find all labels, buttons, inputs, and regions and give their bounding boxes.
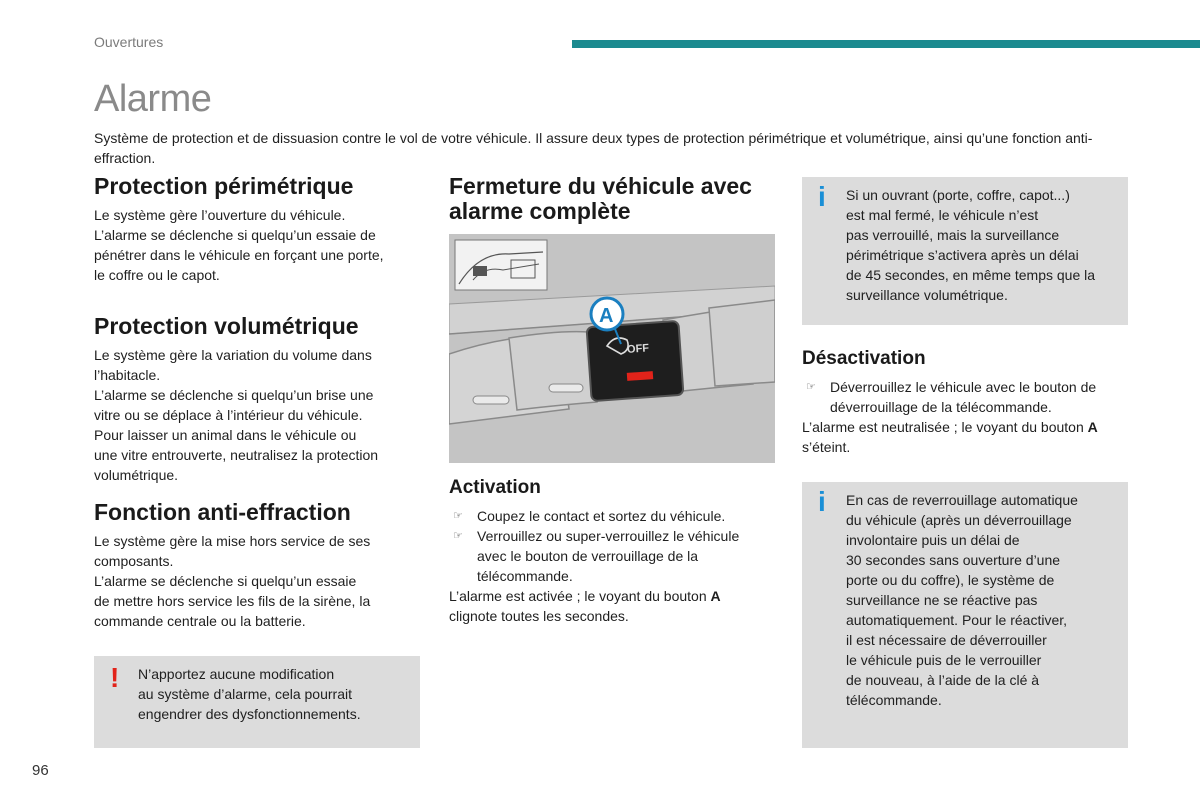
text-line: est mal fermé, le véhicule n’est <box>846 207 1039 223</box>
hand-pointer-icon: ☞ <box>453 530 463 542</box>
section-label: Ouvertures <box>94 34 164 50</box>
result-button-ref: A <box>1087 419 1098 435</box>
bullet-text: Déverrouillez le véhicule avec le bouton de <box>830 379 1097 395</box>
warning-box <box>94 656 420 748</box>
info-icon: i <box>818 181 826 212</box>
text-line: N’apportez aucune modification <box>138 666 335 682</box>
text-line: surveillance volumétrique. <box>846 287 1008 303</box>
dashboard-illustration <box>449 234 775 463</box>
warning-icon: ! <box>110 662 120 693</box>
callout-a-label: A <box>599 305 614 327</box>
bullet-text: Verrouillez ou super-verrouillez le véhicule <box>477 528 740 544</box>
heading-antieffraction: Fonction anti-effraction <box>94 499 351 525</box>
text-line: L’alarme se déclenche si quelqu’un essaie de <box>94 227 376 243</box>
result-text: L’alarme est activée ; le voyant du bouton <box>449 588 711 604</box>
text-line: le coffre ou le capot. <box>94 267 220 283</box>
heading-volumetrique: Protection volumétrique <box>94 313 359 339</box>
text-line: du véhicule (après un déverrouillage <box>846 512 1072 528</box>
text-line: involontaire puis un délai de <box>846 532 1020 548</box>
list-item <box>802 377 1132 417</box>
text-antieffraction <box>94 531 424 631</box>
text-line: composants. <box>94 553 174 569</box>
desactivation-result-cont: s’éteint. <box>802 439 851 455</box>
text-line: volumétrique. <box>94 467 179 483</box>
text-volumetrique <box>94 345 424 485</box>
result-text: L’alarme est neutralisée ; le voyant du bouton <box>802 419 1088 435</box>
text-line: l’habitacle. <box>94 367 161 383</box>
hand-pointer-icon: ☞ <box>453 510 463 522</box>
bullet-text: télécommande. <box>477 568 573 584</box>
desactivation-result <box>802 417 1132 437</box>
text-line: L’alarme se déclenche si quelqu’un brise une <box>94 387 374 403</box>
info-box-2 <box>802 482 1128 748</box>
section-antieffraction <box>94 500 424 631</box>
list-item <box>449 506 779 526</box>
bullet-text: avec le bouton de verrouillage de la <box>477 548 699 564</box>
heading-fermeture-line2: alarme complète <box>449 198 631 224</box>
result-button-ref: A <box>710 588 721 604</box>
section-desactivation <box>802 348 1132 457</box>
text-line: 30 secondes sans ouverture d’une <box>846 552 1061 568</box>
text-line: Pour laisser un animal dans le véhicule ou <box>94 427 357 443</box>
text-line: il est nécessaire de déverrouiller <box>846 632 1047 648</box>
heading-desactivation: Désactivation <box>802 348 926 369</box>
info-text-1 <box>846 185 1095 305</box>
info-text-2 <box>846 490 1078 710</box>
page-title: Alarme <box>94 78 212 120</box>
text-line: Le système gère la mise hors service de ses <box>94 533 371 549</box>
text-line: de nouveau, à l’aide de la clé à <box>846 672 1040 688</box>
section-volumetrique <box>94 314 424 485</box>
text-line: porte ou du coffre), le système de <box>846 572 1055 588</box>
text-line: télécommande. <box>846 692 942 708</box>
hand-pointer-icon: ☞ <box>806 381 816 393</box>
text-line: automatiquement. Pour le réactiver, <box>846 612 1068 628</box>
text-line: une vitre entrouverte, neutralisez la protection <box>94 447 379 463</box>
heading-fermeture-line1: Fermeture du véhicule avec <box>449 173 752 199</box>
heading-perimetrique: Protection périmétrique <box>94 173 354 199</box>
section-activation <box>449 477 779 626</box>
section-perimetrique <box>94 174 424 285</box>
text-line: commande centrale ou la batterie. <box>94 613 306 629</box>
text-line: Le système gère l’ouverture du véhicule. <box>94 207 346 223</box>
text-line: L’alarme se déclenche si quelqu’un essaie <box>94 573 357 589</box>
bullet-text: Coupez le contact et sortez du véhicule. <box>477 508 726 524</box>
text-line: pas verrouillé, mais la surveillance <box>846 227 1060 243</box>
button-off-label: OFF <box>626 342 650 356</box>
text-line: de 45 secondes, en même temps que la <box>846 267 1096 283</box>
text-line: pénétrer dans le véhicule en forçant une porte, <box>94 247 384 263</box>
text-line: En cas de reverrouillage automatique <box>846 492 1078 508</box>
text-line: engendrer des dysfonctionnements. <box>138 706 361 722</box>
text-line: au système d’alarme, cela pourrait <box>138 686 352 702</box>
text-line: périmétrique s’activera après un délai <box>846 247 1079 263</box>
warning-text <box>138 664 361 724</box>
heading-activation: Activation <box>449 477 541 498</box>
text-line: surveillance ne se réactive pas <box>846 592 1038 608</box>
text-line: de mettre hors service les fils de la sirène, la <box>94 593 371 609</box>
list-item <box>449 526 779 586</box>
text-perimetrique <box>94 205 424 285</box>
text-line: le véhicule puis de le verrouiller <box>846 652 1042 668</box>
dashboard-drawing <box>449 234 775 463</box>
text-line: vitre ou se déplace à l’intérieur du véhicule. <box>94 407 363 423</box>
activation-result-cont: clignote toutes les secondes. <box>449 608 629 624</box>
header-rule <box>572 40 1200 48</box>
info-icon: i <box>818 486 826 517</box>
section-fermeture <box>449 174 779 224</box>
text-line: Le système gère la variation du volume dans <box>94 347 372 363</box>
bullet-text: déverrouillage de la télécommande. <box>830 399 1052 415</box>
page-number: 96 <box>32 762 49 779</box>
intro-paragraph: Système de protection et de dissuasion contre le vol de votre véhicule. Il assure deux types de protection périmétrique et volumétrique, ainsi qu’une fonction anti-effraction. <box>94 130 1093 166</box>
text-line: Si un ouvrant (porte, coffre, capot...) <box>846 187 1070 203</box>
activation-result <box>449 586 779 606</box>
info-box-1 <box>802 177 1128 325</box>
